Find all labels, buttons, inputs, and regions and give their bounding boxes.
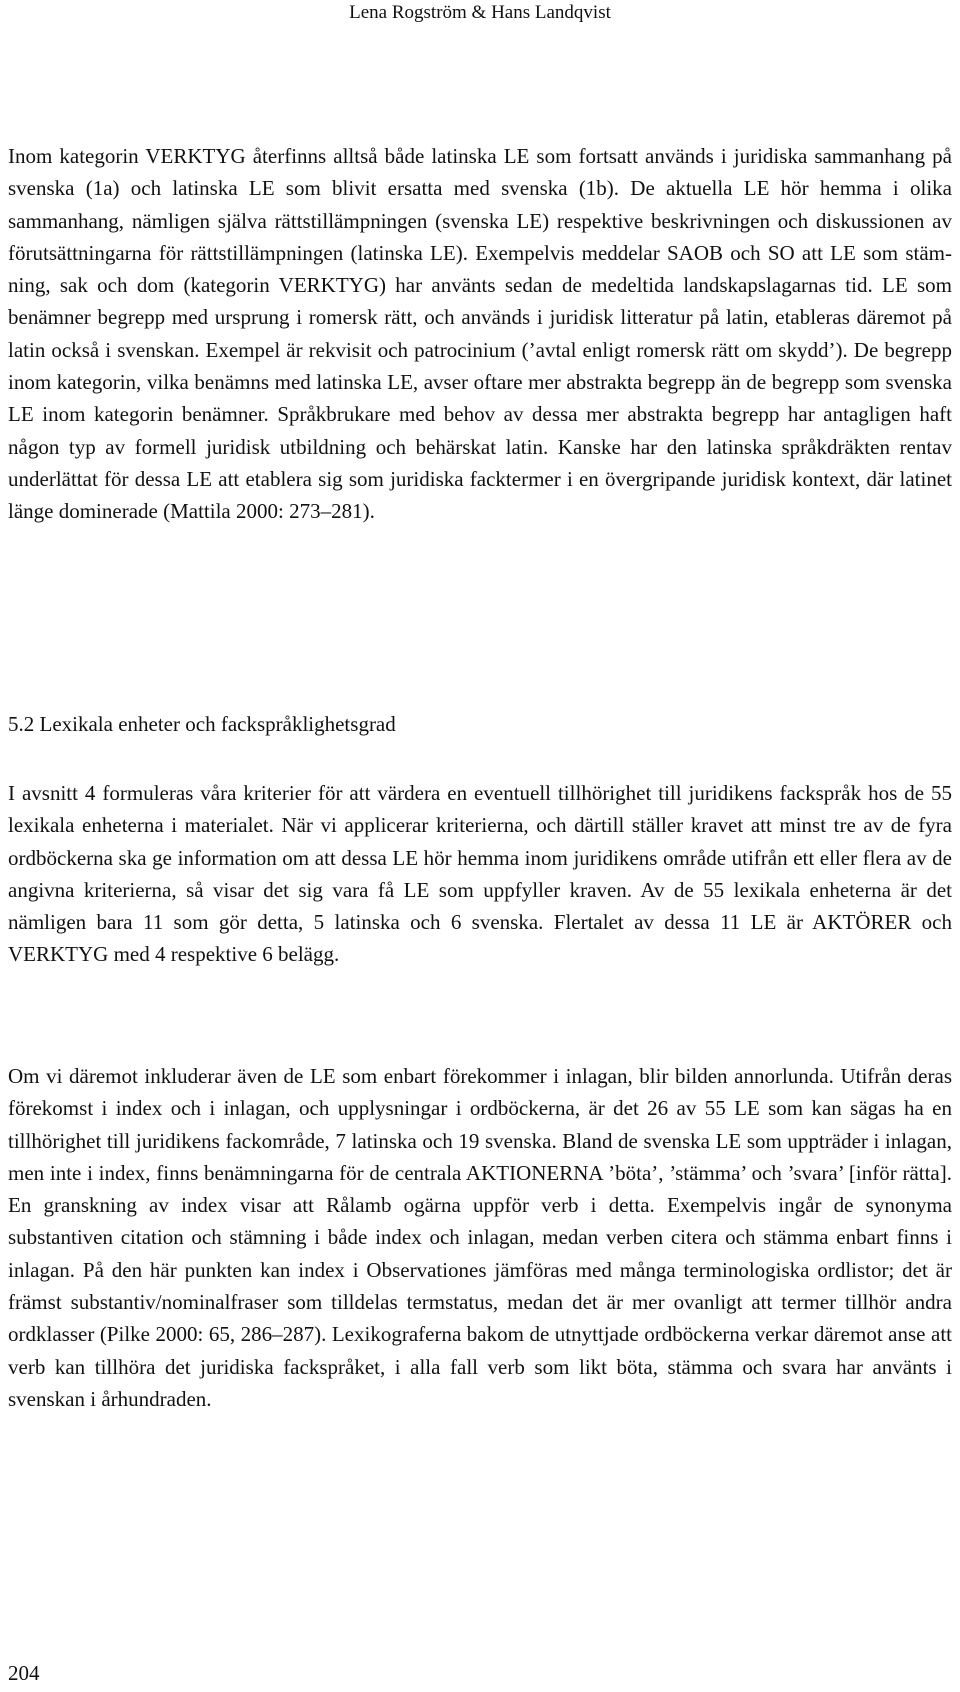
- section-heading: 5.2 Lexikala enheter och fackspråklighetsgrad: [8, 712, 396, 736]
- page-number: 204: [8, 1661, 40, 1685]
- paragraph-criteria: I avsnitt 4 formuleras våra kriterier för att värdera en eventuell tillhörighet till juridikens fackspråk hos de 55 lexikala enheterna i materialet. När vi applicerar kriterierna, och därtill ställer kravet att minst tre av de fyra ordböckerna ska ge information om att dessa LE hör hemma inom juridikens område utifrån ett eller flera av de angivna kriterierna, så visar det sig vara få LE som uppfyller kraven. Av de 55 lexikala enheterna är det nämligen bara 11 som gör detta, 5 latinska och 6 svenska. Flertalet av dessa 11 LE är AKTÖRER och VERKTYG med 4 respektive 6 belägg.: [8, 781, 952, 967]
- paragraph-inlagan: Om vi däremot inkluderar även de LE som enbart förekommer i inlagan, blir bilden annorlunda. Utifrån deras förekomst i index och i inlagan, och upplysningar i ordböckerna, är det 26 av 55 LE som kan sägas ha en tillhörighet till juridikens fackområde, 7 latinska och 19 svenska. Bland de svenska LE som uppträder i inlagan, men inte i index, finns benämningarna för de centrala AKTIONERNA ’böta’, ’stämma’ och ’svara’ [inför rätta]. En granskning av index visar att Rålamb ogärna uppför verb i detta. Exempelvis ingår de synonyma substantiven citation och stämning i både index och inlagan, medan verben citera och stämma enbart finns i inlagan. På den här punkten kan index i Observationes jämföras med många terminologiska ordlistor; det är främst substantiv/nominalfraser som tilldelas termstatus, medan det är mer ovanligt att termer tillhör andra ordklasser (Pilke 2000: 65, 286–287). Lexikograferna bakom de utnyttjade ordböckerna verkar däremot anse att verb kan tillhöra det juridiska fackspråket, i alla fall verb som likt böta, stämma och svara har använts i svenskan i århundraden.: [8, 1064, 952, 1411]
- running-header: Lena Rogström & Hans Landqvist: [349, 2, 611, 23]
- paragraph-verktyg-discussion: Inom kategorin VERKTYG återfinns alltså både latinska LE som fortsatt används i juridiska sammanhang på svenska (1a) och latinska LE som blivit ersatta med svenska (1b). De aktuella LE hör hemma i olika sammanhang, nämligen själva rättstillämpningen (svenska LE) respektive beskrivningen och diskussionen av förutsättningarna för rättstillämpningen (latinska LE). Exempelvis meddelar SAOB och SO att LE som stämning, sak och dom (kategorin VERKTYG) har använts sedan de medeltida landskapslagarnas tid. LE som benämner begrepp med ursprung i romersk rätt, och används i juridisk litteratur på latin, etableras däremot på latin också i svenskan. Exempel är rekvisit och patrocinium (’avtal enligt romersk rätt om skydd’). De begrepp inom kategorin, vilka benämns med latinska LE, avser oftare mer abstrakta begrepp än de begrepp som svenska LE inom kategorin benämner. Språkbrukare med behov av dessa mer abstrakta begrepp har antagligen haft någon typ av formell juridisk utbildning och behärskat latin. Kanske har den latinska språkdräkten rentav underlättat för dessa LE att etablera sig som juridiska facktermer i en övergripande juridisk kontext, där latinet länge dominerade (Mattila 2000: 273–281).: [8, 144, 952, 524]
